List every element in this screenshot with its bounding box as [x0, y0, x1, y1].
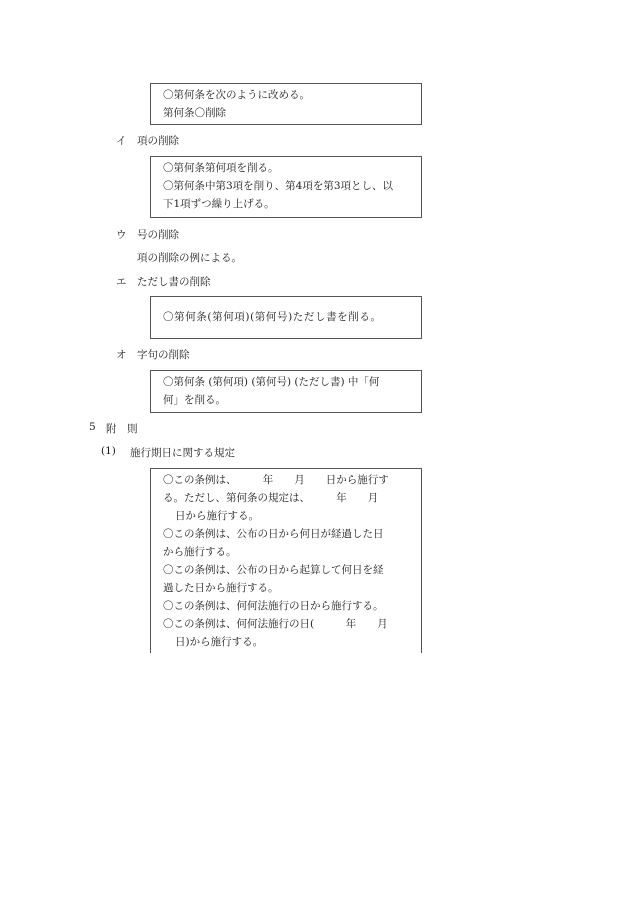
- box-line: から施行する。: [163, 546, 237, 558]
- amendment-example-box-3: [150, 296, 422, 339]
- subsection-heading-1: 施行期日に関する規定: [130, 447, 235, 459]
- item-heading-o: 字句の削除: [137, 349, 190, 361]
- section-number-5: 5: [89, 421, 96, 433]
- box-line: 日から施行する。: [175, 510, 259, 522]
- effective-date-examples-box: [150, 468, 422, 653]
- box-line: 〇第何条 (第何項) (第何号) (ただし書) 中「何: [163, 376, 380, 388]
- subsection-number-1: (1): [101, 445, 116, 457]
- box-line: 〇この条例は、公布の日から何日が経過した日: [163, 528, 384, 540]
- section-heading-5: 附 則: [106, 423, 138, 435]
- amendment-example-box-4: [150, 370, 422, 413]
- box-line: 〇この条例は、公布の日から起算して何日を経: [163, 564, 384, 576]
- box-line: 過した日から施行する。: [163, 582, 279, 594]
- box-line: 下1項ずつ繰り上げる。: [163, 198, 275, 210]
- box-line: 〇第何条中第3項を削り、第4項を第3項とし、以: [163, 180, 394, 192]
- amendment-example-box-2: [150, 156, 422, 218]
- item-heading-i: 項の削除: [137, 135, 179, 147]
- item-marker-u: ウ: [116, 229, 127, 241]
- box-line: 〇第何条(第何項)(第何号)ただし書を削る。: [163, 311, 382, 323]
- item-heading-e: ただし書の削除: [137, 276, 211, 288]
- box-line: る。ただし、第何条の規定は、 年 月: [163, 492, 379, 504]
- item-heading-u: 号の削除: [137, 229, 179, 241]
- box-line: 〇第何条を次のように改める。: [163, 89, 310, 101]
- item-body-u: 項の削除の例による。: [137, 252, 242, 264]
- amendment-example-box-1: [150, 83, 422, 125]
- item-marker-e: エ: [116, 276, 127, 288]
- item-marker-o: オ: [116, 349, 127, 361]
- box-line: 〇第何条第何項を削る。: [163, 162, 279, 174]
- box-line: 〇この条例は、何何法施行の日から施行する。: [163, 600, 384, 612]
- box-line: 〇この条例は、 年 月 日から施行す: [163, 474, 389, 486]
- box-line: 第何条〇削除: [163, 107, 226, 119]
- box-line: 何」を削る。: [163, 394, 226, 406]
- box-line: 〇この条例は、何何法施行の日( 年 月: [163, 618, 388, 630]
- box-line: 日)から施行する。: [175, 636, 264, 648]
- item-marker-i: イ: [116, 135, 127, 147]
